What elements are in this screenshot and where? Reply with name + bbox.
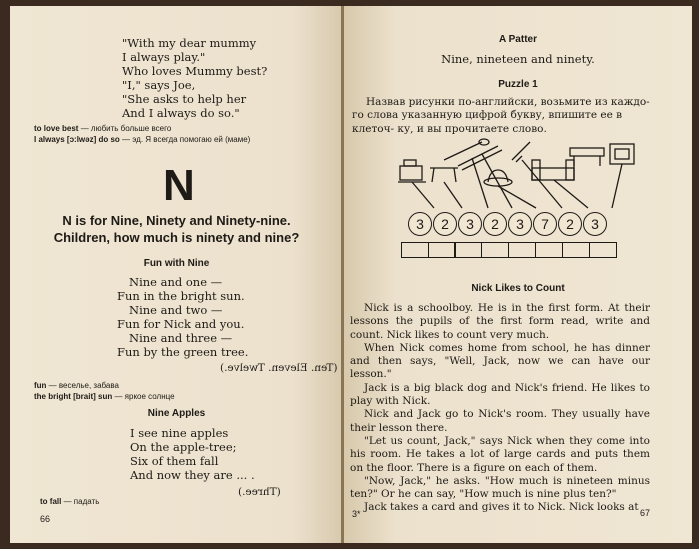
gloss-entry bbox=[34, 391, 175, 402]
digit-circle: 3 bbox=[458, 212, 482, 236]
nine-apples-poem bbox=[130, 426, 255, 482]
poem-line: And now they are ... . bbox=[130, 468, 255, 482]
machine-picture bbox=[398, 160, 426, 182]
poem-line: On the apple-tree; bbox=[130, 440, 237, 454]
answer-text: (Three.) bbox=[238, 486, 281, 498]
poem-line: Fun in the bright sun. bbox=[117, 289, 245, 303]
bench-picture bbox=[570, 148, 604, 166]
digit-circle: 2 bbox=[433, 212, 457, 236]
answer-upside-down-2 bbox=[238, 480, 281, 499]
answer-box[interactable] bbox=[508, 242, 536, 258]
nine-apples-title: Nine Apples bbox=[147, 408, 206, 419]
patter-title: A Patter bbox=[499, 34, 537, 45]
table-picture bbox=[430, 168, 458, 182]
puzzle-pictures bbox=[394, 138, 654, 210]
poem-line: Who loves Mummy best? bbox=[122, 64, 268, 78]
gloss-meaning: — яркое солнце bbox=[114, 392, 175, 401]
answer-text: (Ten. Eleven. Twelve.) bbox=[220, 362, 338, 374]
chapter-letter: N bbox=[163, 161, 195, 210]
story-paragraph: Jack is a big black dog and Nick's friend. He likes to play with Nick. bbox=[350, 381, 650, 408]
gloss-entry bbox=[34, 123, 250, 134]
chapter-headline bbox=[10, 212, 343, 246]
poem-line: Nine and two — bbox=[129, 303, 223, 317]
answer-box[interactable] bbox=[589, 242, 617, 258]
brush-picture bbox=[444, 139, 489, 160]
page-number: 66 bbox=[40, 514, 51, 524]
story-paragraph: "Now, Jack," he asks. "How much is nineteen minus ten?" Or he can say, "How much is nine plus ten?" bbox=[350, 474, 650, 501]
gloss-term: to love best bbox=[34, 124, 79, 133]
poem-line: I always play." bbox=[122, 50, 206, 64]
story-paragraph: "Let us count, Jack," says Nick when they come into his room. He takes a lot of large cards and puts them on the floor. There is a figure on each of them. bbox=[350, 434, 650, 474]
poem-line: Six of them fall bbox=[130, 454, 219, 468]
poem-line: I see nine apples bbox=[130, 426, 229, 440]
left-page bbox=[10, 6, 343, 543]
puzzle-title: Puzzle 1 bbox=[498, 79, 538, 90]
story-title: Nick Likes to Count bbox=[471, 283, 565, 294]
answer-box[interactable] bbox=[535, 242, 563, 258]
gloss-term: the bright [brait] sun bbox=[34, 392, 113, 401]
right-page bbox=[344, 6, 692, 543]
answer-box[interactable] bbox=[481, 242, 509, 258]
sofa-picture bbox=[532, 160, 574, 180]
mummy-poem bbox=[122, 36, 267, 120]
gloss-meaning: — эд. Я всегда помогаю ей (маме) bbox=[122, 135, 251, 144]
digit-circle: 3 bbox=[408, 212, 432, 236]
vocabulary-gloss-3 bbox=[40, 496, 99, 507]
poem-line: Nine and one — bbox=[129, 275, 223, 289]
vocabulary-gloss-1 bbox=[34, 123, 250, 145]
story-paragraph: Nick is a schoolboy. He is in the first form. At their lessons the pupils of the first form read, write and count. Nick likes to count very much. bbox=[350, 302, 650, 341]
gloss-meaning: — веселье, забава bbox=[48, 381, 119, 390]
digit-circle: 3 bbox=[508, 212, 532, 236]
answer-box[interactable] bbox=[454, 242, 482, 258]
poem-line: Fun for Nick and you. bbox=[117, 317, 245, 331]
frame-picture bbox=[610, 144, 634, 164]
story-paragraph: Jack takes a card and gives it to Nick. Nick looks at bbox=[364, 501, 639, 514]
story-text bbox=[350, 302, 650, 515]
answer-upside-down-1 bbox=[220, 356, 338, 375]
patter-text: Nine, nineteen and ninety. bbox=[441, 52, 595, 66]
gloss-term: to fall bbox=[40, 497, 62, 506]
headline-line: Children, how much is ninety and nine? bbox=[53, 230, 300, 245]
poem-line: Fun by the green tree. bbox=[117, 345, 249, 359]
digit-circle: 7 bbox=[533, 212, 557, 236]
story-paragraph: When Nick comes home from school, he has dinner and then says, "Well, Jack, now we can have our lesson." bbox=[350, 341, 650, 381]
gloss-meaning: — падать bbox=[63, 497, 100, 506]
page-number: 67 bbox=[640, 508, 651, 518]
gloss-term: fun bbox=[34, 381, 47, 390]
gloss-meaning: — любить больше всего bbox=[80, 124, 172, 133]
fun-with-nine-title: Fun with Nine bbox=[143, 258, 210, 269]
poem-line: "I," says Joe, bbox=[122, 78, 196, 92]
story-paragraph: Nick and Jack go to Nick's room. They usually have their lesson there. bbox=[350, 408, 650, 434]
answer-box[interactable] bbox=[562, 242, 590, 258]
poem-line: "She asks to help her bbox=[122, 92, 247, 106]
poem-line: "With my dear mummy bbox=[122, 36, 257, 50]
digit-circle: 3 bbox=[583, 212, 607, 236]
poem-line: Nine and three — bbox=[129, 331, 233, 345]
poem-line: And I always do so." bbox=[122, 106, 240, 120]
puzzle-instruction bbox=[352, 96, 652, 136]
headline-line: N is for Nine, Ninety and Ninety-nine. bbox=[62, 213, 291, 228]
answer-box[interactable] bbox=[428, 242, 456, 258]
gloss-entry bbox=[34, 380, 175, 391]
knife-picture bbox=[512, 142, 530, 162]
digit-circle: 2 bbox=[558, 212, 582, 236]
gloss-entry bbox=[34, 134, 250, 145]
answer-boxes bbox=[402, 242, 617, 258]
vocabulary-gloss-2 bbox=[34, 380, 175, 402]
digit-circle: 2 bbox=[483, 212, 507, 236]
fun-with-nine-poem bbox=[117, 275, 248, 359]
answer-box[interactable] bbox=[401, 242, 429, 258]
instruction-text: Назвав рисунки по-английски, возьмите из каждо- го слова указанную цифрой букву, впишите ее в клеточ- ку, и вы прочитаете слово. bbox=[352, 96, 650, 135]
signature-mark: 3* bbox=[352, 509, 361, 519]
gloss-term: I always [ɔ:lwəz] do so bbox=[34, 135, 120, 144]
